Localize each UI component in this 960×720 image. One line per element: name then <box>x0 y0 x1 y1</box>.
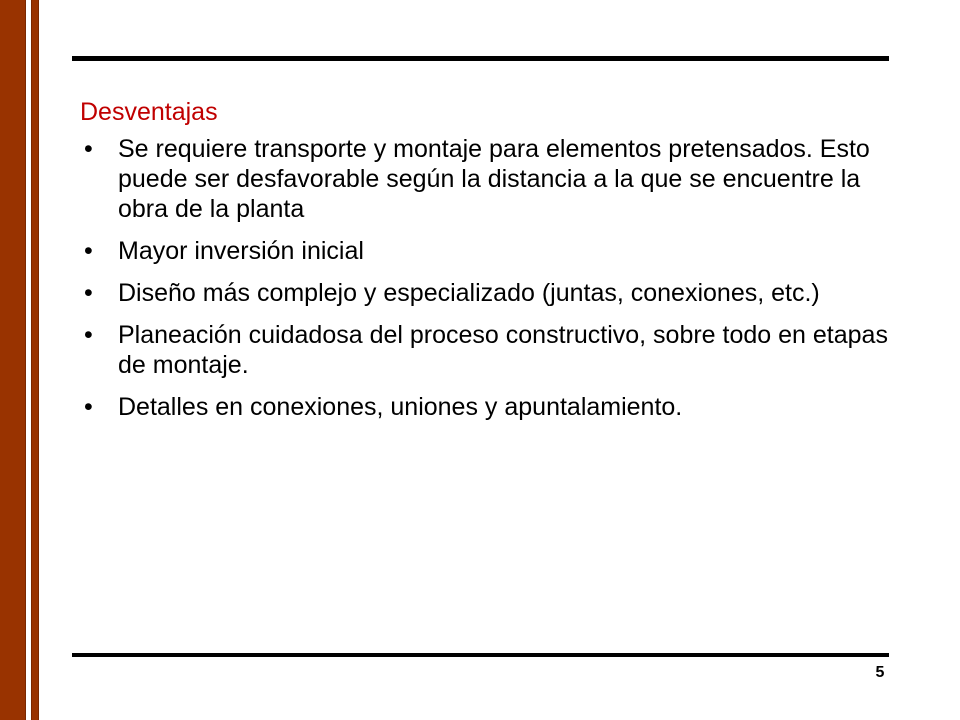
top-rule <box>72 56 889 61</box>
bullet-icon: • <box>84 321 93 349</box>
bullet-text: Mayor inversión inicial <box>118 237 364 265</box>
bullet-text: Diseño más complejo y especializado (juntas, conexiones, etc.) <box>118 279 820 307</box>
bullet-icon: • <box>84 393 93 421</box>
bullet-icon: • <box>84 237 93 265</box>
bullet-item <box>80 278 900 308</box>
bullet-list <box>80 134 900 422</box>
bullet-item <box>80 392 900 422</box>
slide-content <box>80 92 900 434</box>
bullet-item <box>80 236 900 266</box>
bullet-item <box>80 320 900 380</box>
page-number: 5 <box>875 664 885 681</box>
bullet-text: Se requiere transporte y montaje para elementos pretensados. Esto puede ser desfavorable según la distancia a la que se encuentre la obra de la planta <box>118 135 870 223</box>
slide-heading: Desventajas <box>80 98 218 126</box>
bullet-text: Detalles en conexiones, uniones y apuntalamiento. <box>118 393 683 421</box>
side-accent-bar <box>0 0 26 720</box>
bullet-text: Planeación cuidadosa del proceso constructivo, sobre todo en etapas de montaje. <box>118 321 888 379</box>
side-accent-thin-bar <box>31 0 39 720</box>
bullet-icon: • <box>84 135 93 163</box>
bullet-item <box>80 134 900 224</box>
bottom-rule <box>72 653 889 657</box>
bullet-icon: • <box>84 279 93 307</box>
